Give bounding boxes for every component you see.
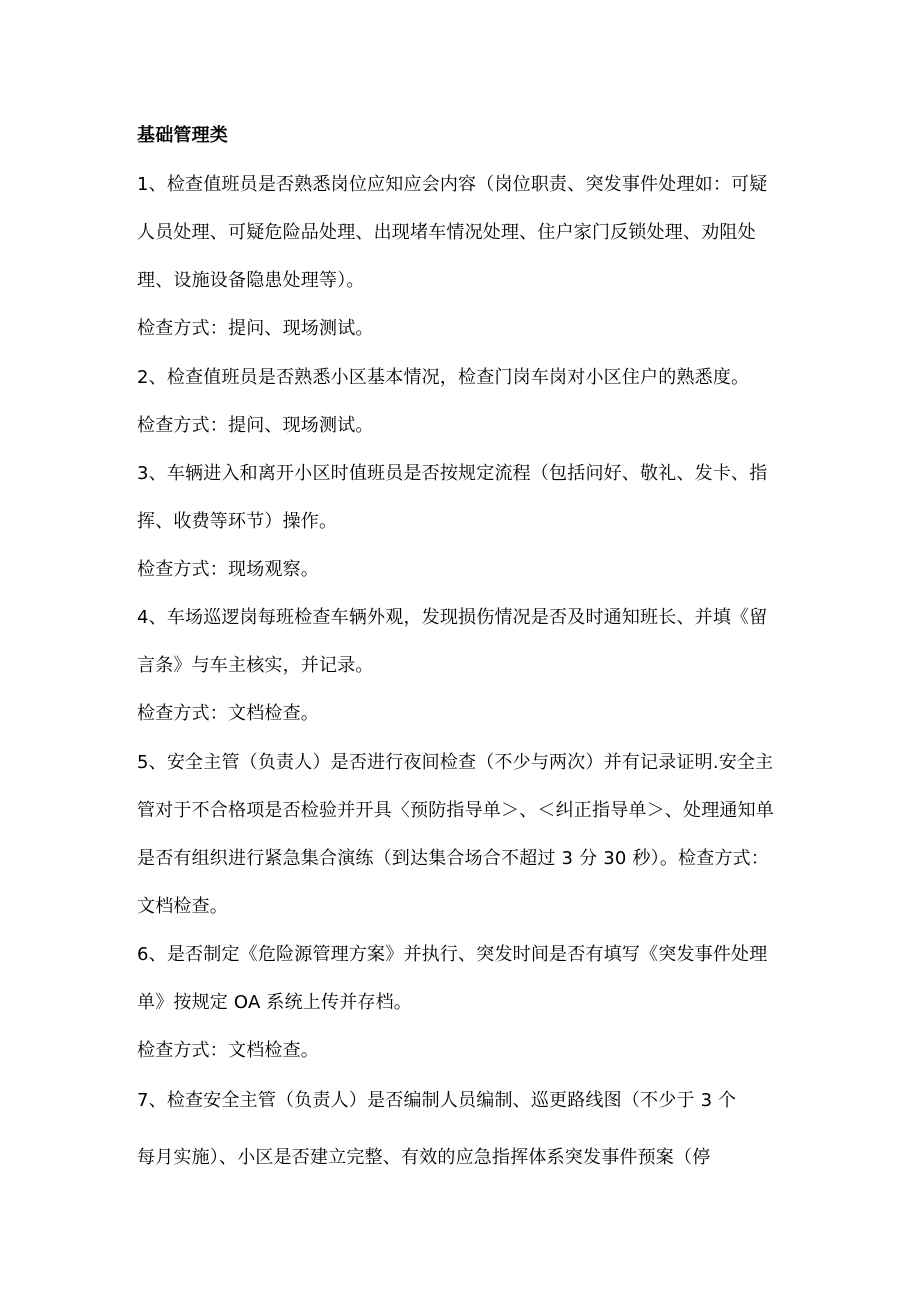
item-3-method: 检查方式：现场观察。 [137,559,319,580]
item-7-line-1: 7、检查安全主管（负责人）是否编制人员编制、巡更路线图（不少于 3 个 [137,1090,737,1111]
item-6-method: 检查方式：文档检查。 [137,1040,319,1061]
item-2-line-1: 2、检查值班员是否熟悉小区基本情况，检查门岗车岗对小区住户的熟悉度。 [137,367,750,388]
item-3-line-2: 挥、收费等环节）操作。 [137,511,338,532]
item-6-line-2: 单》按规定 OA 系统上传并存档。 [137,992,413,1013]
item-4-method: 检查方式：文档检查。 [137,703,319,724]
item-5-line-4: 文档检查。 [137,896,228,917]
item-5-line-3: 是否有组织进行紧急集合演练（到达集合场合不超过 3 分 30 秒）。检查方式： [137,848,770,869]
item-3-line-1: 3、车辆进入和离开小区时值班员是否按规定流程（包括问好、敬礼、发卡、指 [137,463,768,484]
item-1-line-3: 理、设施设备隐患处理等）。 [137,270,365,291]
item-1-line-2: 人员处理、可疑危险品处理、出现堵车情况处理、住户家门反锁处理、劝阻处 [137,222,756,243]
item-1-line-1: 1、检查值班员是否熟悉岗位应知应会内容（岗位职责、突发事件处理如：可疑 [137,174,768,195]
item-5-line-2: 管对于不合格项是否检验并开具〈预防指导单＞、＜纠正指导单＞、处理通知单 [137,800,774,821]
item-1-method: 检查方式：提问、现场测试。 [137,318,374,339]
section-heading: 基础管理类 [137,125,228,146]
item-6-line-1: 6、是否制定《危险源管理方案》并执行、突发时间是否有填写《突发事件处理 [137,944,768,965]
item-2-method: 检查方式：提问、现场测试。 [137,415,374,436]
item-5-line-1: 5、安全主管（负责人）是否进行夜间检查（不少与两次）并有记录证明.安全主 [137,752,774,773]
item-7-line-2: 每月实施）、小区是否建立完整、有效的应急指挥体系突发事件预案（停 [137,1147,711,1168]
item-4-line-1: 4、车场巡逻岗每班检查车辆外观，发现损伤情况是否及时通知班长、并填《留 [137,607,768,628]
item-4-line-2: 言条》与车主核实，并记录。 [137,655,374,676]
